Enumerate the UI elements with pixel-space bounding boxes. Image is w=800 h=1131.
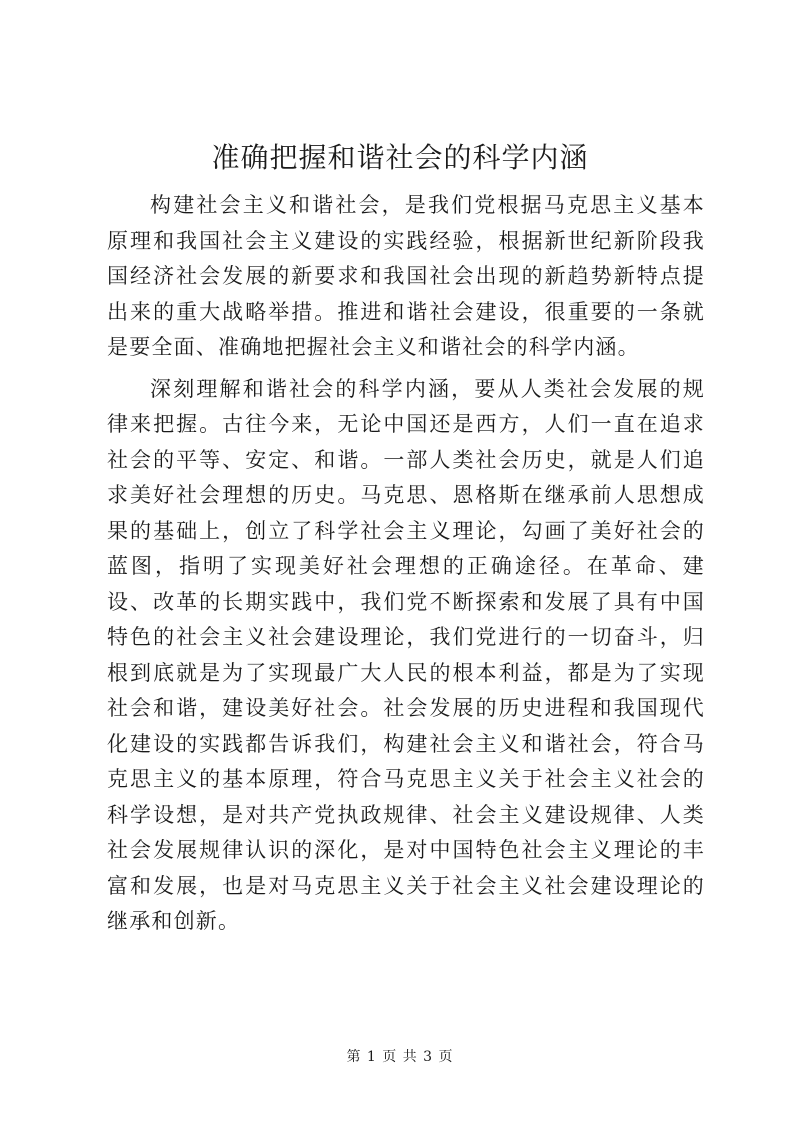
document-title: 准确把握和谐社会的科学内涵: [211, 141, 589, 174]
page-number-footer: 第 1 页 共 3 页: [346, 1049, 454, 1065]
paragraph-1: 构建社会主义和谐社会，是我们党根据马克思主义基本原理和我国社会主义建设的实践经验，根据新世纪新阶段我国经济社会发展的新要求和我国社会出现的新趋势新特点提出来的重大战略举措。推进和谐社会建设，很重要的一条就是要全面、准确地把握社会主义和谐社会的科学内涵。: [107, 193, 705, 359]
paragraph-2: 深刻理解和谐社会的科学内涵，要从人类社会发展的规律来把握。古往今来，无论中国还是西方，人们一直在追求社会的平等、安定、和谐。一部人类社会历史，就是人们追求美好社会理想的历史。马克思、恩格斯在继承前人思想成果的基础上，创立了科学社会主义理论，勾画了美好社会的蓝图，指明了实现美好社会理想的正确途径。在革命、建设、改革的长期实践中，我们党不断探索和发展了具有中国特色的社会主义社会建设理论，我们党进行的一切奋斗，归根到底就是为了实现最广大人民的根本利益，都是为了实现社会和谐，建设美好社会。社会发展的历史进程和我国现代化建设的实践都告诉我们，构建社会主义和谐社会，符合马克思主义的基本原理，符合马克思主义关于社会主义社会的科学设想，是对共产党执政规律、社会主义建设规律、人类社会发展规律认识的深化，是对中国特色社会主义理论的丰富和发展，也是对马克思主义关于社会主义社会建设理论的继承和创新。: [107, 376, 705, 933]
document-body: [107, 188, 705, 946]
